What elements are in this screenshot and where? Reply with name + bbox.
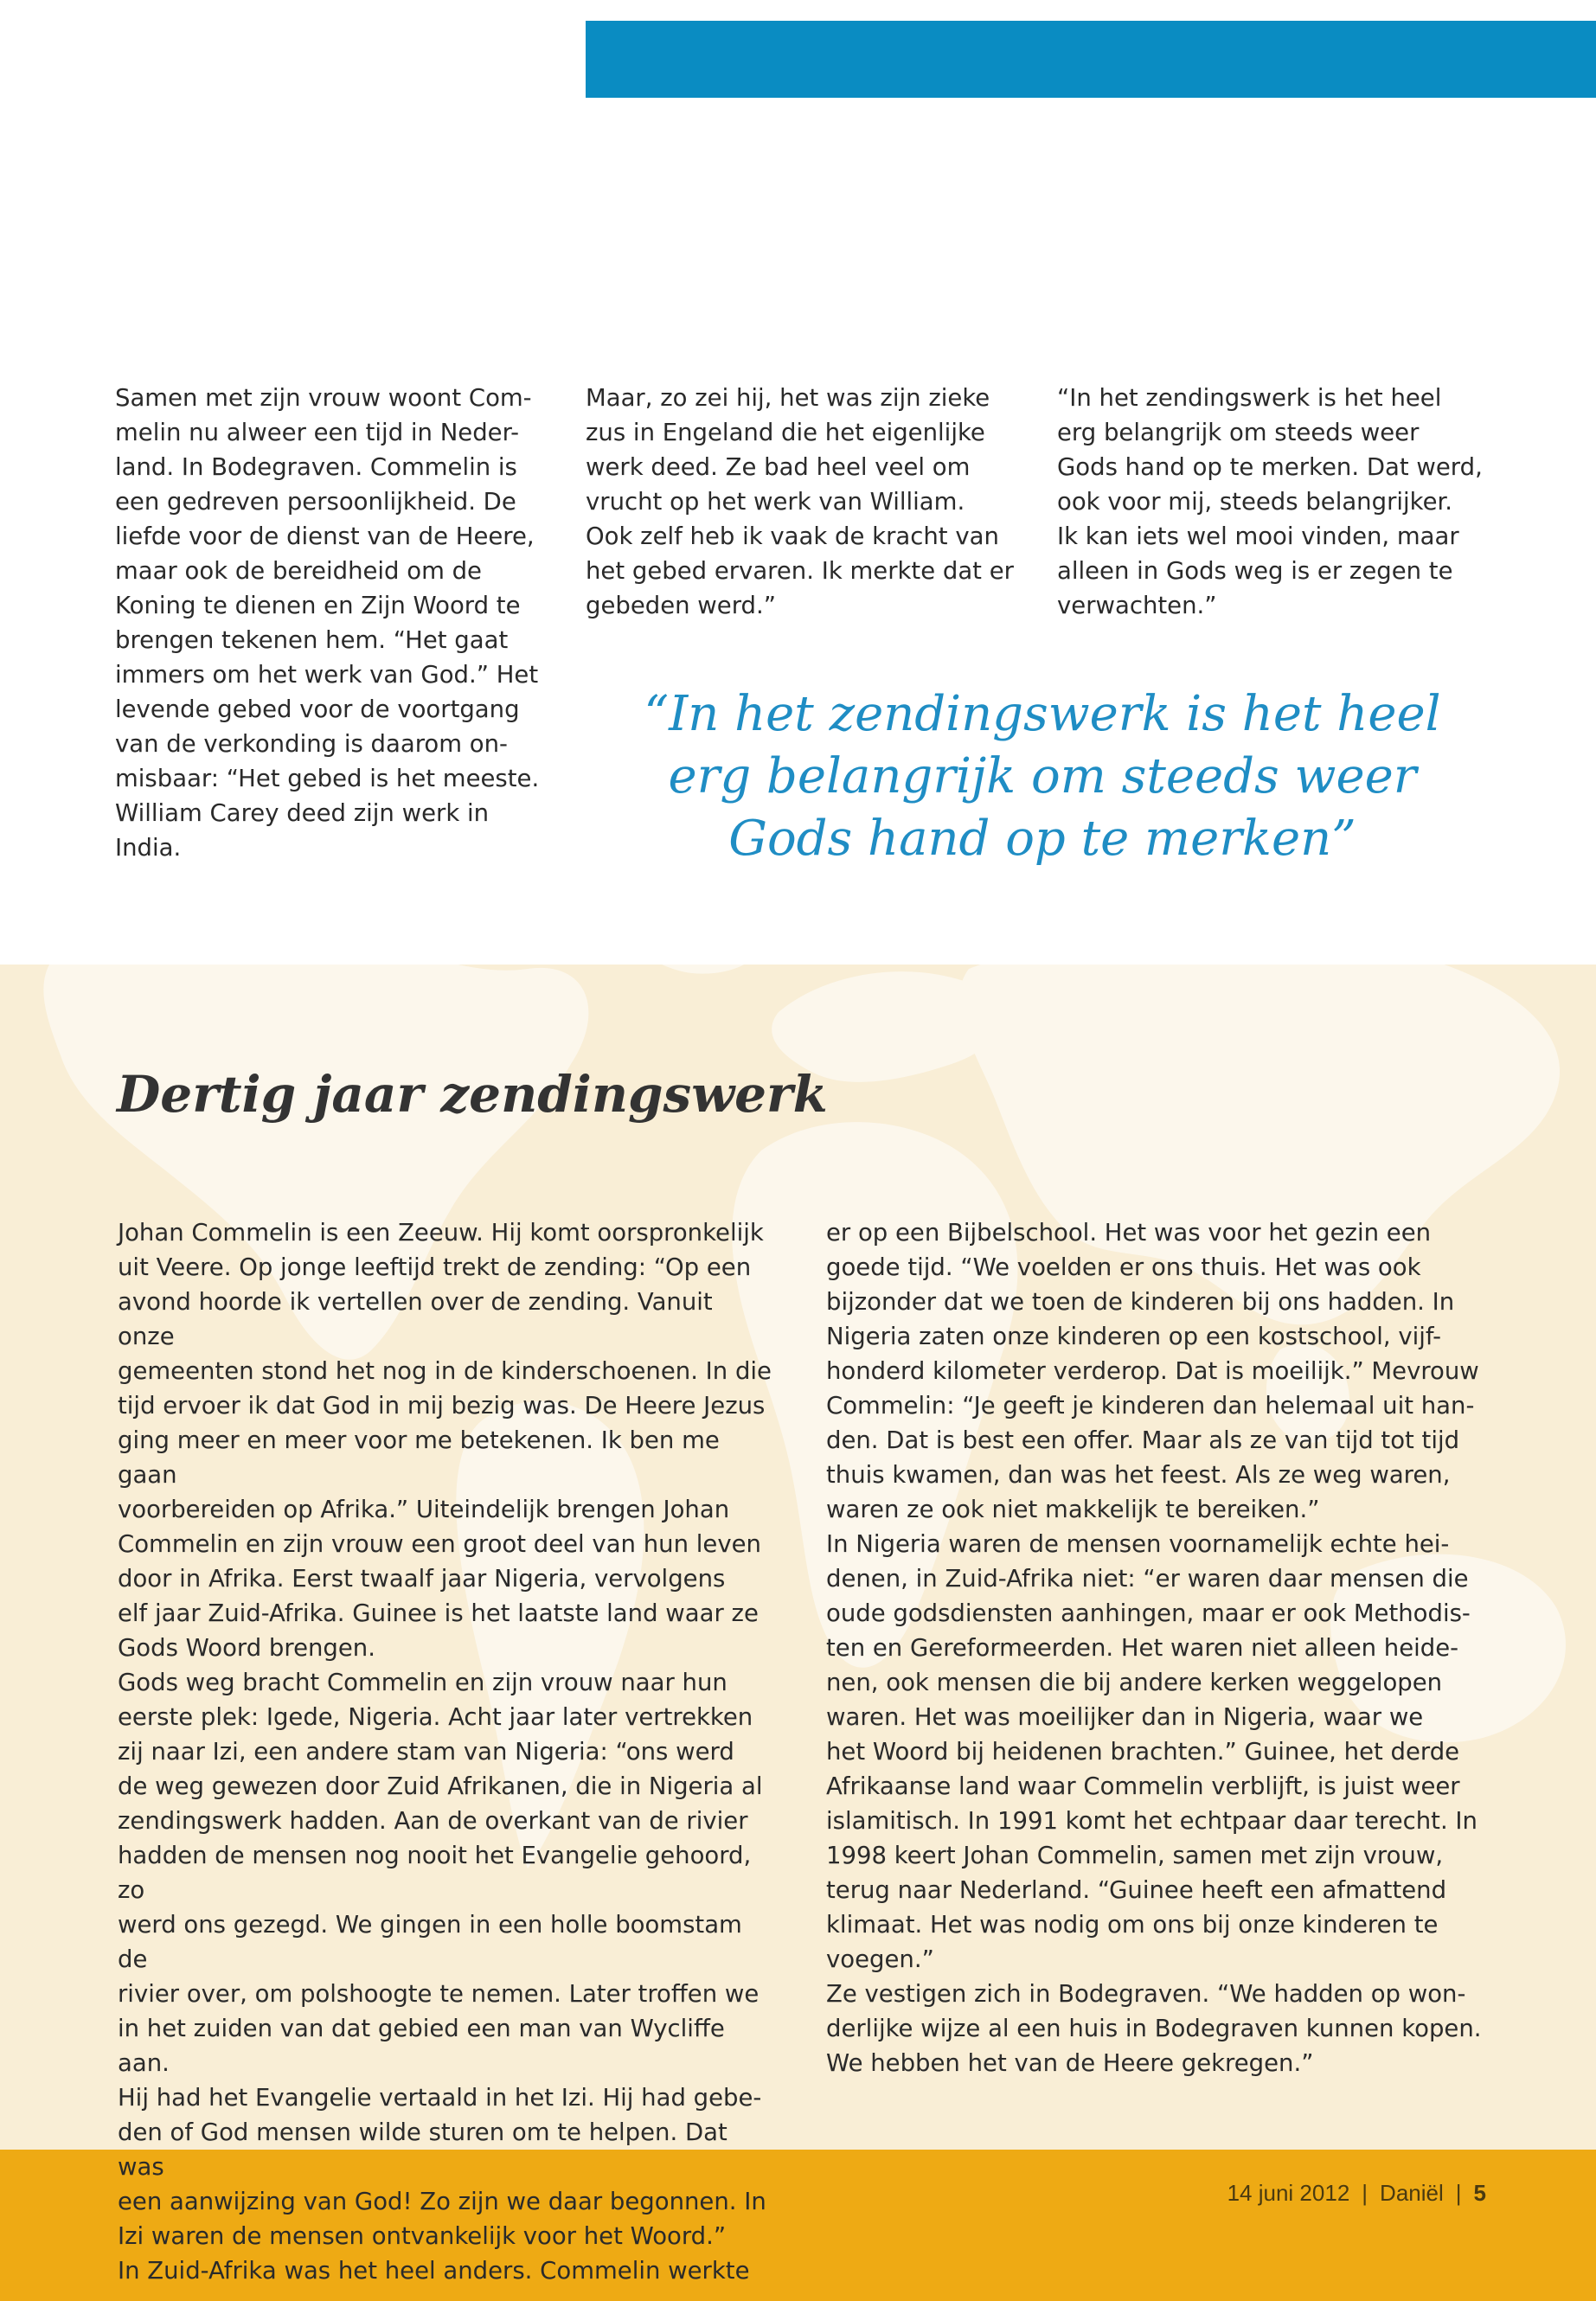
intro-column-2 [586, 381, 1035, 623]
footer-separator-1: | [1362, 2180, 1368, 2206]
intro-column-1-text: Samen met zijn vrouw woont Com- melin nu alweer een tijd in Neder- land. In Bodegraven. Commelin is een gedreven persoonlijkheid. De liefde voor de dienst van de Heere, maar ook de bereidheid om de Koning te dienen en Zijn Woord te brengen tekenen hem. “Het gaat immers om het werk van God.” Het levende gebed voor de voortgang van de verkonding is daarom on- misbaar: “Het gebed is het meeste. William Carey deed zijn werk in India. [115, 384, 540, 862]
footer-publication: Daniël [1380, 2180, 1444, 2206]
article-column-1 [118, 1215, 775, 2288]
page-number: 5 [1473, 2180, 1486, 2206]
article-column-2-text: er op een Bijbelschool. Het was voor het gezin een goede tijd. “We voelden er ons thuis. Het was ook bijzonder dat we toen de kinderen bij ons hadden. In Nigeria zaten onze kinderen op een kostschool, vijf- honderd kilometer verderop. Dat is moeilijk.” Mevrouw Commelin: “Je geeft je kinderen dan helemaal uit han- den. Dat is best een offer. Maar als ze van tijd tot tijd thuis kwamen, dan was het feest. Als ze weg waren, waren ze ook niet makkelijk te bereiken.” In Nigeria waren de mensen voornamelijk echte hei- denen, in Zuid-Afrika niet: “er waren daar mensen die oude godsdiensten aanhingen, maar er ook Methodis- ten en Gereformeerden. Het waren niet alleen heide- nen, ook mensen die bij andere kerken weggelopen waren. Het was moeilijker dan in Nigeria, waar we het Woord bij heidenen brachten.” Guinee, het derde Afrikaanse land waar Commelin verblijft, is juist weer islamitisch. In 1991 komt het echtpaar daar terecht. In 1998 keert Johan Commelin, samen met zijn vrouw, terug naar Nederland. “Guinee heeft een afmattend klimaat. Het was nodig om ons bij onze kinderen te voegen.” Ze vestigen zich in Bodegraven. “We hadden op won- derlijke wijze al een huis in Bodegraven kunnen kopen. We hebben het van de Heere gekregen.” [826, 1219, 1482, 2077]
footer-date: 14 juni 2012 [1227, 2180, 1350, 2206]
intro-column-3-text: “In het zendingswerk is het heel erg belangrijk om steeds weer Gods hand op te merken. Dat werd, ook voor mij, steeds belangrijker. Ik kan iets wel mooi vinden, maar alleen in Gods weg is er zegen te verwachten.” [1057, 384, 1483, 619]
intro-column-2-text: Maar, zo zei hij, het was zijn zieke zus in Engeland die het eigenlijke werk deed. Ze bad heel veel om vrucht op het werk van William. Ook zelf heb ik vaak de kracht van het gebed ervaren. Ik merkte dat er gebeden werd.” [586, 384, 1014, 619]
page-footer [1227, 2180, 1486, 2207]
footer-separator-2: | [1455, 2180, 1462, 2206]
section-heading: Dertig jaar zendingswerk [117, 1065, 828, 1124]
article-column-2 [826, 1215, 1492, 2080]
intro-column-3 [1057, 381, 1507, 623]
article-column-1-text: Johan Commelin is een Zeeuw. Hij komt oorspronkelijk uit Veere. Op jonge leeftijd trekt de zending: “Op een avond hoorde ik vertellen over de zending. Vanuit onze gemeenten stond het nog in de kinderschoenen. In die tijd ervoer ik dat God in mij bezig was. De Heere Jezus ging meer en meer voor me betekenen. Ik ben me gaan voorbereiden op Afrika.” Uiteindelijk brengen Johan Commelin en zijn vrouw een groot deel van hun leven door in Afrika. Eerst twaalf jaar Nigeria, vervolgens elf jaar Zuid-Afrika. Guinee is het laatste land waar ze Gods Woord brengen. Gods weg bracht Commelin en zijn vrouw naar hun eerste plek: Igede, Nigeria. Acht jaar later vertrekken zij naar Izi, een andere stam van Nigeria: “ons werd de weg gewezen door Zuid Afrikanen, die in Nigeria al zendingswerk hadden. Aan de overkant van de rivier hadden de mensen nog nooit het Evangelie gehoord, zo werd ons gezegd. We gingen in een holle boomstam de rivier over, om polshoogte te nemen. Later troffen we in het zuiden van dat gebied een man van Wycliffe aan. Hij had het Evangelie vertaald in het Izi. Hij had gebe- den of God mensen wilde sturen om te helpen. Dat was een aanwijzing van God! Zo zijn we daar begonnen. In Izi waren de mensen ontvankelijk voor het Woord.” In Zuid-Afrika was het heel anders. Commelin werkte [118, 1219, 772, 2285]
intro-column-1 [115, 381, 548, 865]
top-color-bar [586, 21, 1596, 98]
pull-quote: “In het zendingswerk is het heel erg belangrijk om steeds weer Gods hand op te merken” [644, 686, 1441, 867]
